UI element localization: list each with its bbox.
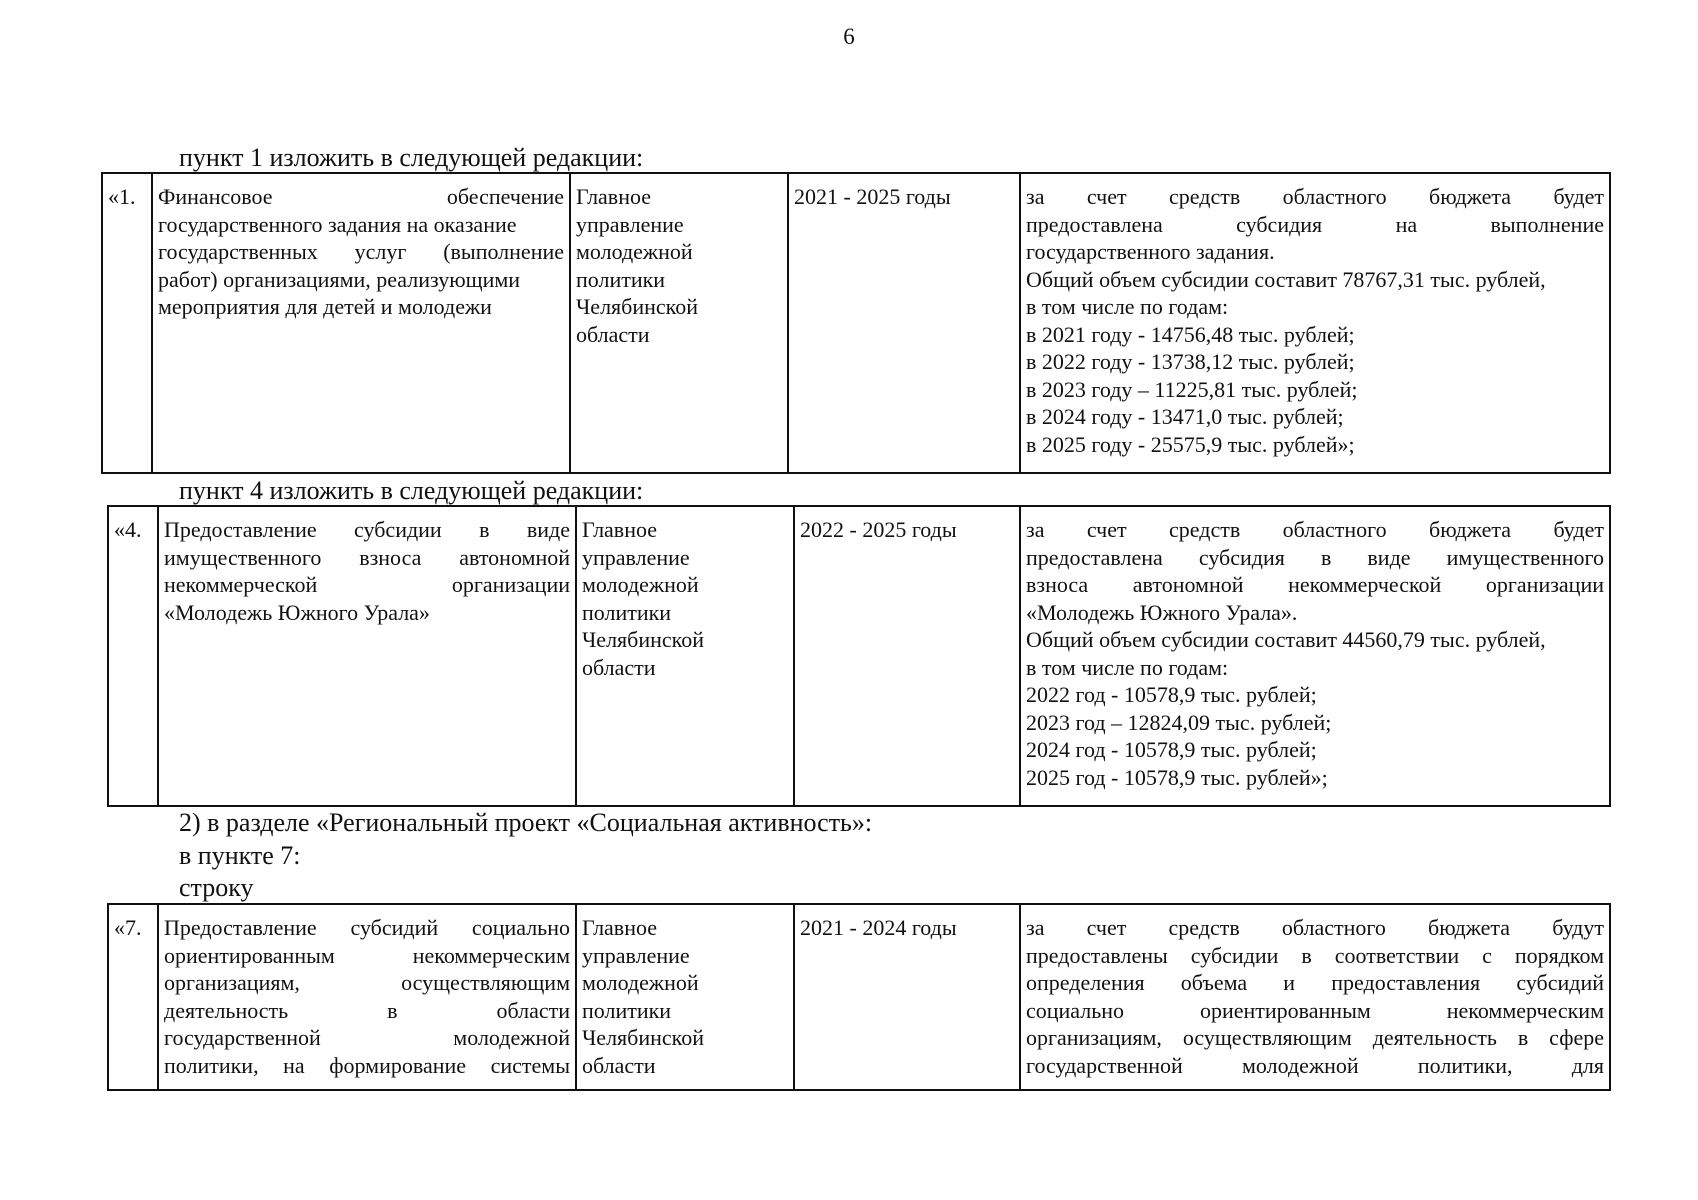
item-period: 2021 - 2025 годы bbox=[788, 173, 1020, 473]
executor-line: управление bbox=[576, 211, 684, 237]
item-name-line: некоммерческой организации bbox=[164, 572, 570, 597]
description-line: «Молодежь Южного Урала». bbox=[1026, 599, 1298, 625]
item-name-line: деятельность в области bbox=[164, 997, 570, 1023]
description-line: в 2023 году – 11225,81 тыс. рублей; bbox=[1026, 376, 1358, 402]
description-line: определения объема и предоставления субсидий bbox=[1026, 970, 1604, 995]
description-line: за счет средств областного бюджета будет bbox=[1026, 184, 1604, 209]
description-line: в 2021 году - 14756,48 тыс. рублей; bbox=[1026, 321, 1355, 347]
item-name-line: работ) организациями, реализующими bbox=[158, 266, 521, 292]
item-period: 2022 - 2025 годы bbox=[794, 506, 1020, 806]
executor-line: молодежной bbox=[582, 572, 699, 597]
executor-line: управление bbox=[582, 544, 690, 570]
description-line: 2025 год - 10578,9 тыс. рублей»; bbox=[1026, 764, 1328, 790]
item-name-line: Предоставление субсидий социально bbox=[164, 915, 570, 940]
item-period: 2021 - 2024 годы bbox=[794, 904, 1020, 1090]
item-executor bbox=[576, 506, 794, 806]
description-line: в том числе по годам: bbox=[1026, 294, 1229, 319]
section1-intro: пункт 1 изложить в следующей редакции: bbox=[179, 143, 644, 172]
executor-line: политики bbox=[582, 997, 672, 1023]
item-number: «1. bbox=[102, 173, 152, 473]
executor-line: Челябинской bbox=[582, 1025, 705, 1050]
description-line: в 2025 году - 25575,9 тыс. рублей»; bbox=[1026, 431, 1355, 457]
description-line: 2024 год - 10578,9 тыс. рублей; bbox=[1026, 737, 1317, 762]
executor-line: области bbox=[582, 654, 656, 680]
executor-line: Главное bbox=[576, 184, 652, 209]
item-name-line: политики, на формирование системы bbox=[164, 1052, 570, 1078]
table-row bbox=[102, 173, 1610, 473]
description-line: за счет средств областного бюджета будут bbox=[1026, 915, 1604, 940]
description-line: Общий объем субсидии составит 78767,31 тыс. рублей, bbox=[1026, 266, 1546, 292]
item-executor bbox=[576, 904, 794, 1090]
executor-line: Главное bbox=[582, 517, 658, 542]
item-name-line: «Молодежь Южного Урала» bbox=[164, 599, 430, 625]
item-name-line: Предоставление субсидии в виде bbox=[164, 517, 570, 542]
executor-line: Челябинской bbox=[576, 294, 699, 319]
description-line: социально ориентированным некоммерческим bbox=[1026, 997, 1604, 1023]
executor-line: политики bbox=[576, 266, 666, 292]
description-line: в 2022 году - 13738,12 тыс. рублей; bbox=[1026, 349, 1355, 374]
item-number: «7. bbox=[108, 904, 158, 1090]
item-name bbox=[158, 904, 576, 1090]
page-number: 6 bbox=[843, 24, 855, 49]
section3-row-label: строку bbox=[179, 873, 254, 902]
description-line: 2023 год – 12824,09 тыс. рублей; bbox=[1026, 709, 1332, 735]
executor-line: области bbox=[582, 1052, 656, 1078]
description-line: государственного задания. bbox=[1026, 239, 1275, 264]
executor-line: области bbox=[576, 321, 650, 347]
table-item-4 bbox=[107, 505, 1611, 807]
executor-line: молодежной bbox=[582, 970, 699, 995]
description-line: организациям, осуществляющим деятельность в сфере bbox=[1026, 1025, 1604, 1050]
item-name bbox=[152, 173, 570, 473]
item-name-line: государственных услуг (выполнение bbox=[158, 239, 564, 264]
item-name-line: государственной молодежной bbox=[164, 1025, 570, 1050]
item-name-line: Финансовое обеспечение bbox=[158, 184, 564, 209]
description-line: предоставлена субсидия в виде имущественного bbox=[1026, 544, 1604, 570]
executor-line: Главное bbox=[582, 915, 658, 940]
section3-subheading: в пункте 7: bbox=[179, 841, 301, 870]
executor-line: политики bbox=[582, 599, 672, 625]
section2-intro: пункт 4 изложить в следующей редакции: bbox=[179, 476, 644, 505]
item-name-line: мероприятия для детей и молодежи bbox=[158, 294, 492, 319]
description-line: в 2024 году - 13471,0 тыс. рублей; bbox=[1026, 404, 1344, 429]
description-line: государственной молодежной политики, для bbox=[1026, 1052, 1604, 1078]
table-row bbox=[108, 506, 1610, 806]
table-row bbox=[108, 904, 1610, 1090]
item-name-line: государственного задания на оказание bbox=[158, 211, 517, 237]
item-name bbox=[158, 506, 576, 806]
item-description bbox=[1020, 173, 1610, 473]
description-line: взноса автономной некоммерческой организации bbox=[1026, 572, 1604, 597]
description-line: предоставлена субсидия на выполнение bbox=[1026, 211, 1604, 237]
executor-line: управление bbox=[582, 942, 690, 968]
description-line: 2022 год - 10578,9 тыс. рублей; bbox=[1026, 682, 1317, 707]
item-name-line: имущественного взноса автономной bbox=[164, 544, 570, 570]
item-description bbox=[1020, 904, 1610, 1090]
description-line: предоставлены субсидии в соответствии с порядком bbox=[1026, 942, 1604, 968]
table-item-1 bbox=[101, 172, 1611, 474]
item-description bbox=[1020, 506, 1610, 806]
executor-line: молодежной bbox=[576, 239, 693, 264]
description-line: Общий объем субсидии составит 44560,79 тыс. рублей, bbox=[1026, 627, 1546, 652]
description-line: в том числе по годам: bbox=[1026, 654, 1229, 680]
item-name-line: организациям, осуществляющим bbox=[164, 970, 570, 995]
description-line: за счет средств областного бюджета будет bbox=[1026, 517, 1604, 542]
item-executor bbox=[570, 173, 788, 473]
item-name-line: ориентированным некоммерческим bbox=[164, 942, 570, 968]
section3-heading: 2) в разделе «Региональный проект «Социальная активность»: bbox=[179, 808, 873, 837]
item-number: «4. bbox=[108, 506, 158, 806]
executor-line: Челябинской bbox=[582, 627, 705, 652]
table-item-7 bbox=[107, 903, 1611, 1091]
